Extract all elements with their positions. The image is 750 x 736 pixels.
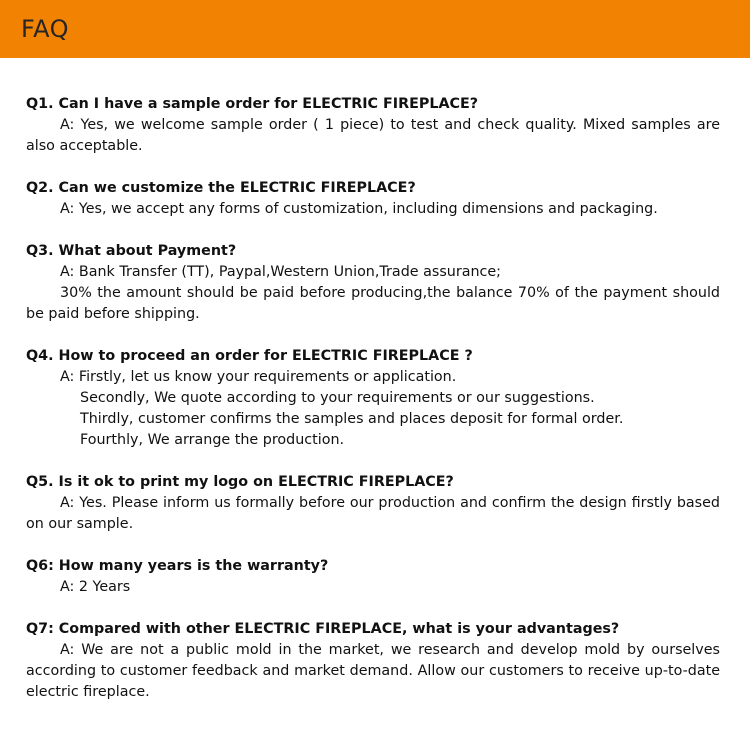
faq-item-q1 xyxy=(26,94,720,157)
question-text: Q4. How to proceed an order for ELECTRIC FIREPLACE ? xyxy=(26,348,473,364)
answer-text: A: We are not a public mold in the market, we research and develop mold by ourselves according to customer feedback and market demand. Allow our customers to receive up-to-date electric fireplace. xyxy=(26,642,720,700)
faq-list xyxy=(26,94,720,724)
answer-text: A: Yes. Please inform us formally before our production and confirm the design firstly based on our sample. xyxy=(26,495,720,532)
faq-item-q7 xyxy=(26,619,720,703)
question-text: Q2. Can we customize the ELECTRIC FIREPLACE? xyxy=(26,180,416,196)
answer-text: Fourthly, We arrange the production. xyxy=(80,432,345,448)
faq-item-q2 xyxy=(26,178,720,220)
answer-text: A: Yes, we accept any forms of customization, including dimensions and packaging. xyxy=(60,201,658,217)
answer-text: A: Bank Transfer (TT), Paypal,Western Union,Trade assurance; xyxy=(60,264,501,280)
faq-header-bar xyxy=(0,0,750,58)
question-text: Q6: How many years is the warranty? xyxy=(26,558,329,574)
question-text: Q3. What about Payment? xyxy=(26,243,237,259)
question-text: Q5. Is it ok to print my logo on ELECTRIC FIREPLACE? xyxy=(26,474,454,490)
question-text: Q1. Can I have a sample order for ELECTRIC FIREPLACE? xyxy=(26,96,479,112)
answer-text: A: Firstly, let us know your requirements or application. xyxy=(60,369,457,385)
faq-item-q4 xyxy=(26,346,720,451)
question-text: Q7: Compared with other ELECTRIC FIREPLACE, what is your advantages? xyxy=(26,621,620,637)
faq-item-q6 xyxy=(26,556,720,598)
page-title: FAQ xyxy=(21,15,69,43)
answer-text: Thirdly, customer confirms the samples and places deposit for formal order. xyxy=(80,411,624,427)
faq-item-q5 xyxy=(26,472,720,535)
answer-text: 30% the amount should be paid before producing,the balance 70% of the payment should be paid before shipping. xyxy=(26,285,720,322)
faq-item-q3 xyxy=(26,241,720,325)
answer-text: Secondly, We quote according to your requirements or our suggestions. xyxy=(80,390,595,406)
answer-text: A: 2 Years xyxy=(60,579,131,595)
answer-text: A: Yes, we welcome sample order ( 1 piece) to test and check quality. Mixed samples are also acceptable. xyxy=(26,117,720,154)
